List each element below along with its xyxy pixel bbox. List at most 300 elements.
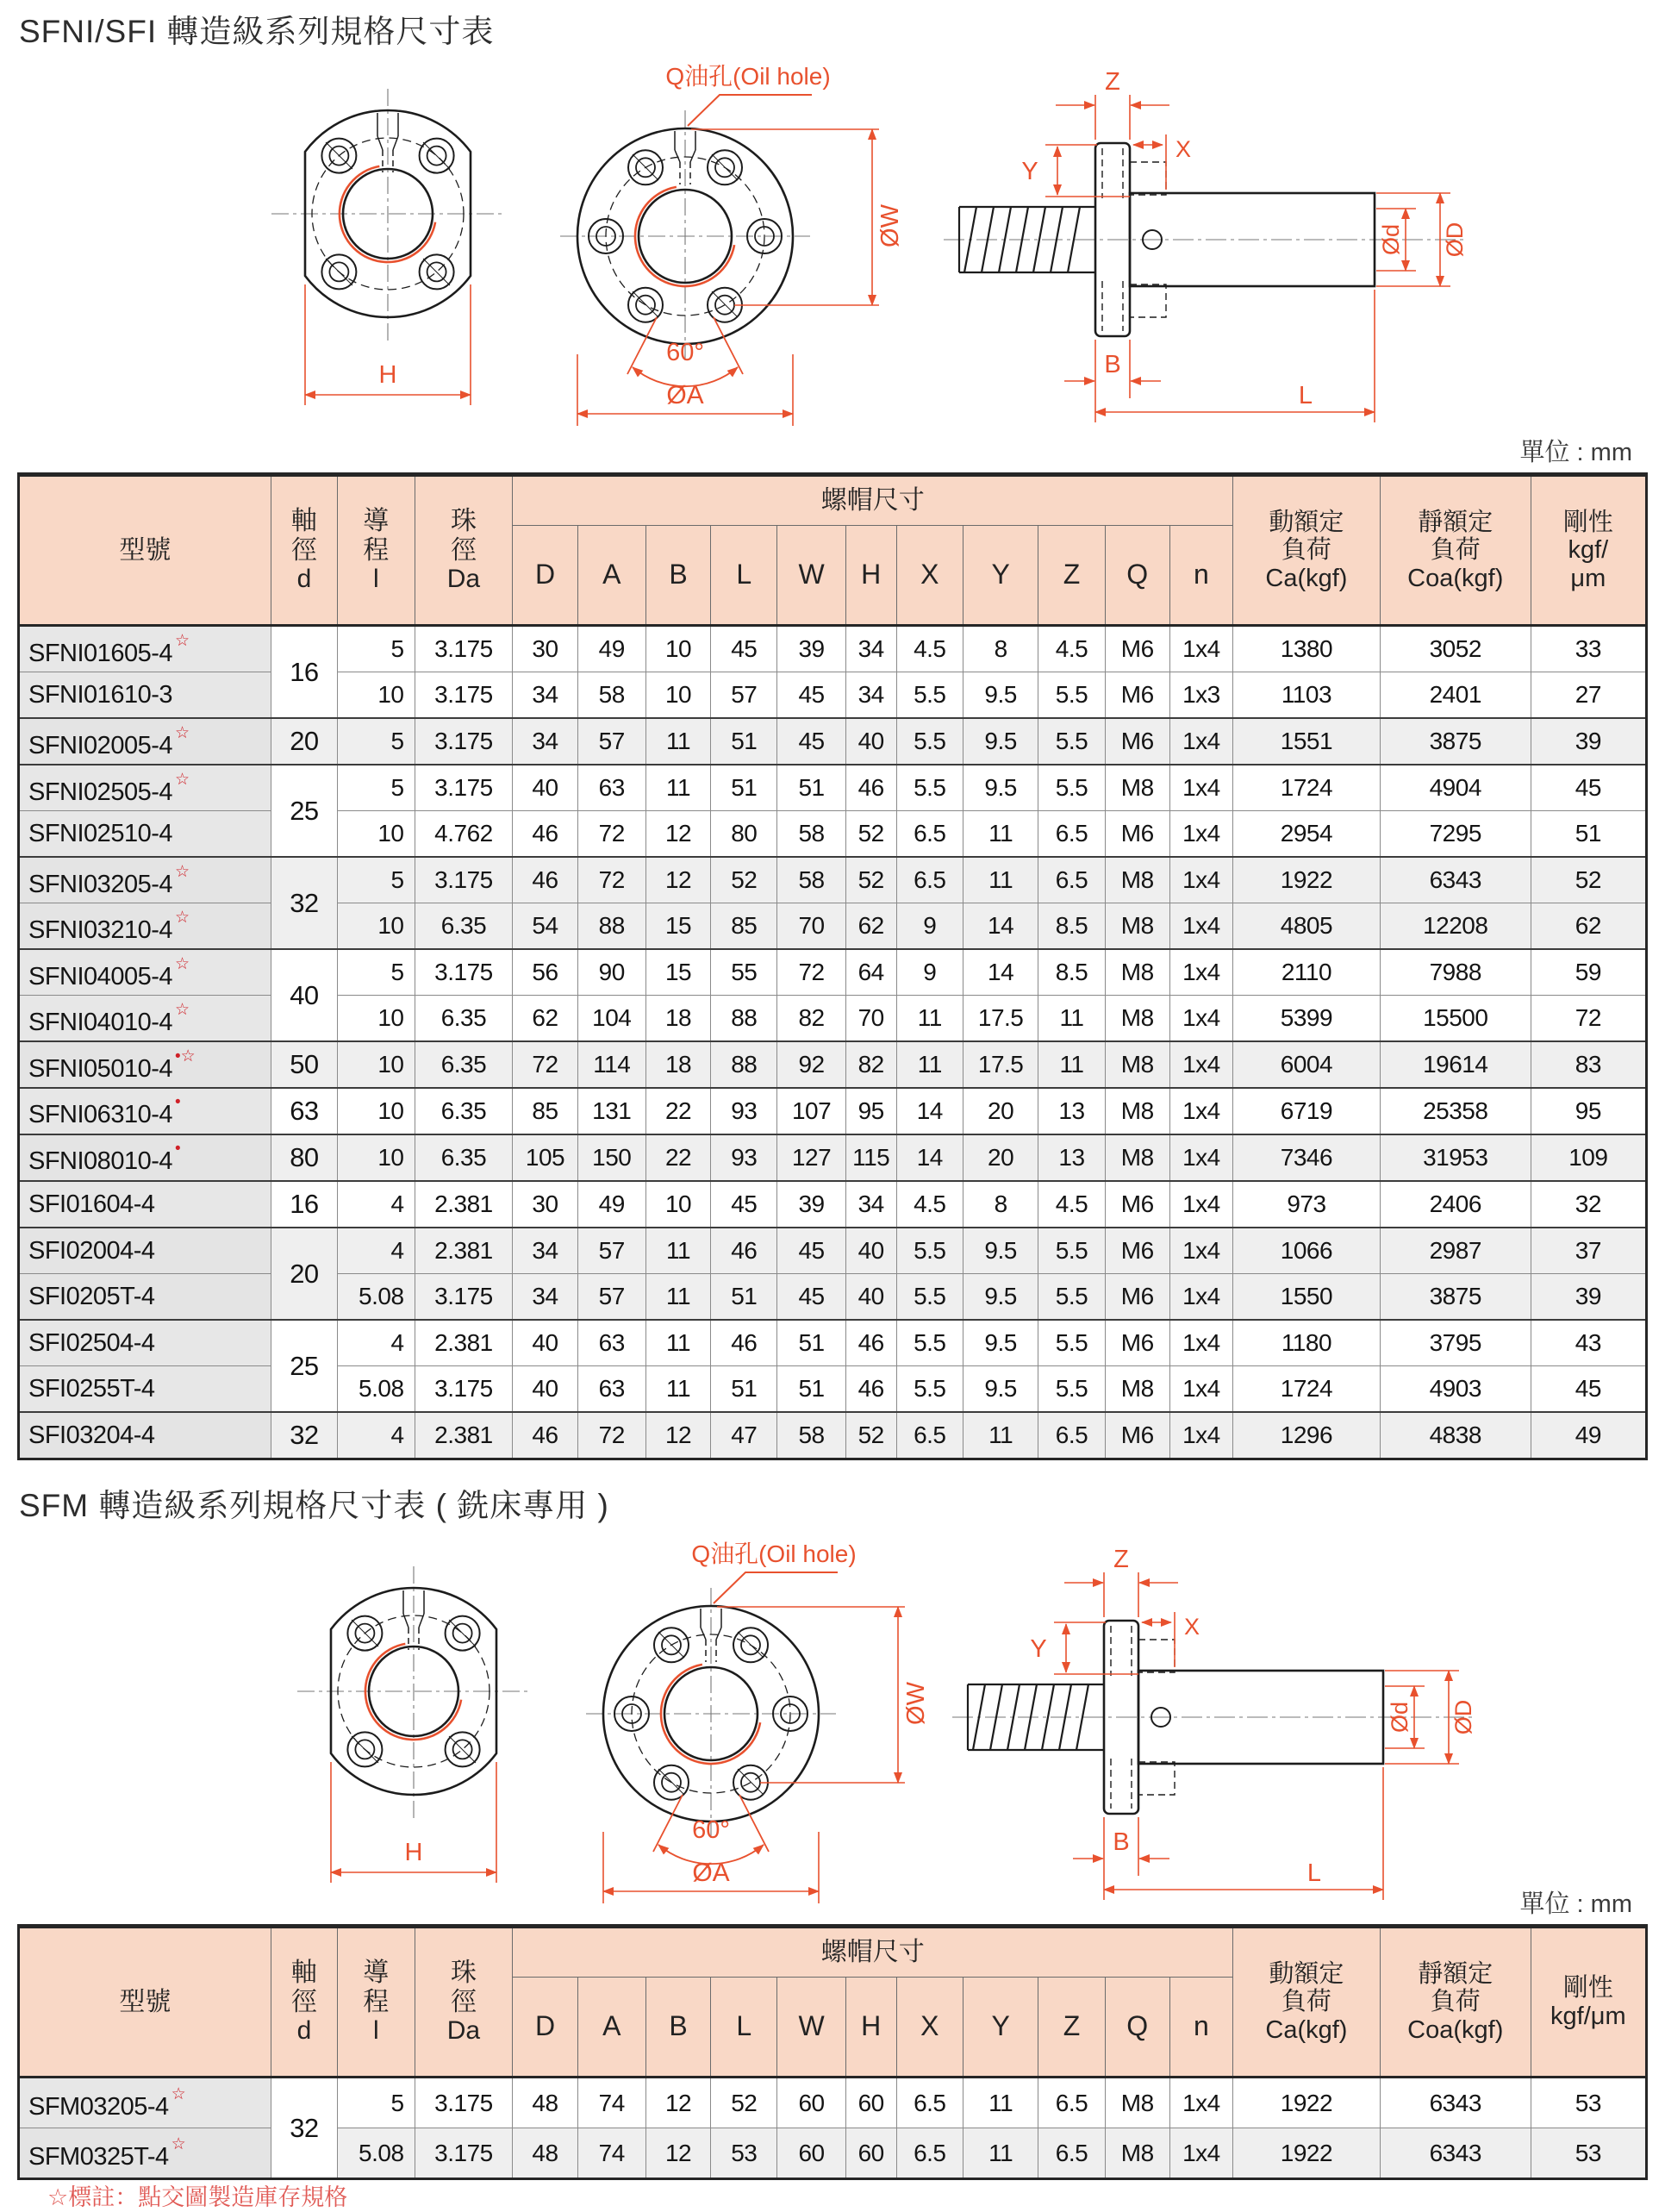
model-number: SFNI01605-4 — [28, 639, 172, 667]
value-cell: 109 — [1531, 1134, 1646, 1181]
value-cell: 2.381 — [415, 1412, 513, 1459]
col-header-A: A — [577, 1978, 645, 2078]
table-row — [19, 626, 1647, 672]
value-cell: 15 — [645, 949, 710, 996]
oil-hole-leader — [688, 95, 812, 126]
centerlines — [297, 1566, 530, 1819]
model-cell — [19, 903, 271, 950]
value-cell: 52 — [845, 857, 896, 903]
value-cell: 49 — [577, 626, 645, 672]
value-cell: 7988 — [1380, 949, 1531, 996]
centerlines — [586, 1588, 836, 1838]
dim-label-ow: ØW — [902, 1682, 930, 1725]
value-cell: 63 — [577, 765, 645, 811]
value-cell: 2987 — [1380, 1228, 1531, 1274]
value-cell: 49 — [577, 1181, 645, 1228]
side-view — [935, 1538, 1487, 1917]
value-cell: 4.5 — [1038, 626, 1105, 672]
value-cell: 74 — [577, 2078, 645, 2128]
value-cell: 83 — [1531, 1041, 1646, 1088]
col-header-n: n — [1169, 1978, 1232, 2078]
value-cell: 12 — [645, 857, 710, 903]
section2-drawings — [0, 1476, 1665, 1915]
y-dimension — [1045, 145, 1130, 197]
col-header-H: H — [845, 1978, 896, 2078]
value-cell: 19614 — [1380, 1041, 1531, 1088]
dim-label-oa: ØA — [692, 1859, 730, 1887]
value-cell: 45 — [1531, 1366, 1646, 1413]
value-cell: 4.5 — [896, 626, 963, 672]
value-cell: 3.175 — [415, 857, 513, 903]
value-cell: 63 — [577, 1366, 645, 1413]
value-cell: 3.175 — [415, 2128, 513, 2179]
col-header-L: L — [711, 526, 777, 626]
value-cell: 56 — [513, 949, 577, 996]
value-cell: 8.5 — [1038, 903, 1105, 950]
value-cell: 1922 — [1233, 2078, 1381, 2128]
value-cell: 1x4 — [1169, 626, 1232, 672]
lead-cell: 10 — [338, 811, 415, 858]
value-cell: 6.5 — [1038, 2128, 1105, 2179]
value-cell: 46 — [513, 857, 577, 903]
shaft-dia-cell: 50 — [271, 1041, 337, 1088]
value-cell: 8 — [963, 1181, 1038, 1228]
value-cell: 4.762 — [415, 811, 513, 858]
value-cell: 1x4 — [1169, 1134, 1232, 1181]
col-header-Z: Z — [1038, 526, 1105, 626]
value-cell: 88 — [711, 996, 777, 1042]
value-cell: M6 — [1105, 718, 1169, 765]
value-cell: M6 — [1105, 1274, 1169, 1321]
value-cell: 22 — [645, 1088, 710, 1134]
z-dimension — [1056, 95, 1169, 140]
value-cell: M8 — [1105, 2128, 1169, 2179]
header-row-group — [19, 475, 1647, 526]
value-cell: 40 — [513, 1320, 577, 1366]
value-cell: 104 — [577, 996, 645, 1042]
value-cell: 9.5 — [963, 1274, 1038, 1321]
shaft-dia-cell: 16 — [271, 1181, 337, 1228]
value-cell: 46 — [513, 811, 577, 858]
model-cell — [19, 2128, 271, 2179]
value-cell: 8 — [963, 626, 1038, 672]
value-cell: 11 — [963, 811, 1038, 858]
value-cell: 10 — [645, 672, 710, 719]
model-cell — [19, 996, 271, 1042]
value-cell: 18 — [645, 1041, 710, 1088]
value-cell: 3.175 — [415, 949, 513, 996]
dim-label-ow: ØW — [876, 204, 904, 247]
value-cell: 95 — [845, 1088, 896, 1134]
col-header-Q: Q — [1105, 526, 1169, 626]
value-cell: 93 — [711, 1088, 777, 1134]
lead-cell: 5.08 — [338, 1274, 415, 1321]
value-cell: 2406 — [1380, 1181, 1531, 1228]
value-cell: 45 — [711, 626, 777, 672]
value-cell: 6.5 — [1038, 811, 1105, 858]
front-view-flat-flange — [284, 1545, 543, 1915]
value-cell: 34 — [513, 1274, 577, 1321]
col-header-B: B — [645, 526, 710, 626]
value-cell: 62 — [1531, 903, 1646, 950]
col-header-ball-dia: 珠 徑 Da — [415, 475, 513, 626]
value-cell: 34 — [845, 672, 896, 719]
unit-label: 單位 : mm — [1519, 1890, 1632, 1918]
value-cell: 1922 — [1233, 857, 1381, 903]
value-cell: 1x4 — [1169, 1274, 1232, 1321]
value-cell: 45 — [777, 672, 845, 719]
dim-label-od-small: Ød — [1378, 223, 1404, 256]
value-cell: 72 — [577, 1412, 645, 1459]
value-cell: 64 — [845, 949, 896, 996]
value-cell: 6.5 — [896, 1412, 963, 1459]
value-cell: 11 — [963, 2078, 1038, 2128]
value-cell: 1x4 — [1169, 1228, 1232, 1274]
value-cell: M8 — [1105, 903, 1169, 950]
col-header-static-load: 靜額定 負荷 Coa(kgf) — [1380, 475, 1531, 626]
model-number: SFNI06310-4 — [28, 1101, 172, 1128]
stock-mark: ☆ — [171, 2135, 186, 2153]
value-cell: 4838 — [1380, 1412, 1531, 1459]
stock-mark: ☆ — [175, 862, 190, 881]
col-header-static-load: 靜額定 負荷 Coa(kgf) — [1380, 1927, 1531, 2078]
model-number: SFNI04010-4 — [28, 1008, 172, 1036]
value-cell: 3.175 — [415, 1274, 513, 1321]
value-cell: 1724 — [1233, 765, 1381, 811]
col-header-W: W — [777, 1978, 845, 2078]
value-cell: 1180 — [1233, 1320, 1381, 1366]
value-cell: 5.5 — [896, 1366, 963, 1413]
table-row — [19, 1134, 1647, 1181]
shaft-dia-cell: 20 — [271, 1228, 337, 1320]
value-cell: 5.5 — [896, 1228, 963, 1274]
value-cell: 34 — [513, 672, 577, 719]
value-cell: 115 — [845, 1134, 896, 1181]
lead-cell: 10 — [338, 1088, 415, 1134]
value-cell: 131 — [577, 1088, 645, 1134]
value-cell: 39 — [1531, 718, 1646, 765]
model-number: SFNI01610-3 — [28, 680, 172, 709]
oil-hole-leader — [714, 1572, 838, 1603]
col-header-stiffness: 剛性 kgf/μm — [1531, 1927, 1646, 2078]
col-header-D: D — [513, 1978, 577, 2078]
value-cell: 10 — [645, 1181, 710, 1228]
value-cell: 72 — [577, 857, 645, 903]
y-dimension — [1054, 1622, 1138, 1674]
value-cell: 52 — [711, 857, 777, 903]
oil-hole-label: Q油孔(Oil hole) — [665, 63, 831, 90]
lead-cell: 4 — [338, 1412, 415, 1459]
value-cell: 6.35 — [415, 1041, 513, 1088]
col-header-stiffness: 剛性 kgf/ μm — [1531, 475, 1646, 626]
model-cell — [19, 2078, 271, 2128]
lead-cell: 10 — [338, 1041, 415, 1088]
value-cell: 1x4 — [1169, 996, 1232, 1042]
value-cell: 62 — [845, 903, 896, 950]
table-row — [19, 1412, 1647, 1459]
value-cell: 5.5 — [896, 1320, 963, 1366]
value-cell: 12 — [645, 2128, 710, 2179]
value-cell: 1x4 — [1169, 857, 1232, 903]
lead-cell: 5 — [338, 765, 415, 811]
stock-mark: ☆ — [175, 954, 190, 973]
l-dimension — [1095, 290, 1375, 422]
value-cell: 51 — [777, 765, 845, 811]
model-cell — [19, 1088, 271, 1134]
value-cell: M6 — [1105, 626, 1169, 672]
value-cell: 40 — [845, 718, 896, 765]
value-cell: 6719 — [1233, 1088, 1381, 1134]
lead-cell: 10 — [338, 672, 415, 719]
model-cell — [19, 718, 271, 765]
model-cell — [19, 672, 271, 719]
table-row — [19, 903, 1647, 950]
model-cell — [19, 949, 271, 996]
value-cell: M6 — [1105, 1228, 1169, 1274]
value-cell: 12208 — [1380, 903, 1531, 950]
col-header-H: H — [845, 526, 896, 626]
value-cell: 6.5 — [896, 2078, 963, 2128]
value-cell: 6.5 — [896, 2128, 963, 2179]
model-cell — [19, 1412, 271, 1459]
value-cell: 57 — [711, 672, 777, 719]
unit-label: 單位 : mm — [1519, 439, 1632, 466]
model-cell — [19, 1134, 271, 1181]
table-row — [19, 718, 1647, 765]
value-cell: M8 — [1105, 996, 1169, 1042]
value-cell: 1x4 — [1169, 718, 1232, 765]
shaft-dia-cell: 32 — [271, 857, 337, 949]
value-cell: 6.35 — [415, 903, 513, 950]
value-cell: 30 — [513, 1181, 577, 1228]
stock-mark: • — [175, 1140, 181, 1158]
value-cell: 55 — [711, 949, 777, 996]
model-cell — [19, 1228, 271, 1274]
value-cell: 11 — [645, 718, 710, 765]
value-cell: 11 — [963, 1412, 1038, 1459]
value-cell: 1x4 — [1169, 2128, 1232, 2179]
value-cell: 45 — [777, 1228, 845, 1274]
value-cell: 4.5 — [1038, 1181, 1105, 1228]
dim-label-x: X — [1183, 1614, 1200, 1640]
value-cell: 33 — [1531, 626, 1646, 672]
col-header-model: 型號 — [19, 1927, 271, 2078]
shaft-dia-cell: 32 — [271, 2078, 337, 2179]
value-cell: 5.5 — [1038, 1320, 1105, 1366]
table-row — [19, 1228, 1647, 1274]
value-cell: M6 — [1105, 811, 1169, 858]
value-cell: 1x4 — [1169, 765, 1232, 811]
value-cell: 17.5 — [963, 1041, 1038, 1088]
table-row — [19, 1274, 1647, 1321]
value-cell: 4.5 — [896, 1181, 963, 1228]
value-cell: 1x4 — [1169, 1412, 1232, 1459]
value-cell: 9.5 — [963, 1320, 1038, 1366]
footnote: ☆標註：點交圖製造庫存規格 — [47, 2184, 348, 2210]
dim-label-y: Y — [1030, 1635, 1047, 1663]
value-cell: 5.5 — [896, 765, 963, 811]
value-cell: 1x4 — [1169, 949, 1232, 996]
value-cell: 18 — [645, 996, 710, 1042]
table-row — [19, 765, 1647, 811]
value-cell: 92 — [777, 1041, 845, 1088]
value-cell: 72 — [513, 1041, 577, 1088]
model-number: SFNI04005-4 — [28, 962, 172, 990]
value-cell: 6.5 — [896, 857, 963, 903]
value-cell: 7346 — [1233, 1134, 1381, 1181]
value-cell: 88 — [577, 903, 645, 950]
value-cell: 46 — [513, 1412, 577, 1459]
value-cell: 60 — [777, 2128, 845, 2179]
value-cell: 53 — [711, 2128, 777, 2179]
model-cell — [19, 1366, 271, 1413]
value-cell: 6.5 — [1038, 857, 1105, 903]
value-cell: 58 — [577, 672, 645, 719]
value-cell: M8 — [1105, 1088, 1169, 1134]
value-cell: 48 — [513, 2078, 577, 2128]
value-cell: 3.175 — [415, 2078, 513, 2128]
dim-label-od-big: ØD — [1442, 222, 1468, 258]
model-number: SFI0205T-4 — [28, 1282, 155, 1310]
value-cell: 4904 — [1380, 765, 1531, 811]
value-cell: 11 — [1038, 996, 1105, 1042]
value-cell: 49 — [1531, 1412, 1646, 1459]
value-cell: 34 — [513, 1228, 577, 1274]
stock-mark: ☆ — [175, 908, 190, 927]
value-cell: 7295 — [1380, 811, 1531, 858]
table-row — [19, 672, 1647, 719]
value-cell: M6 — [1105, 1181, 1169, 1228]
value-cell: 9 — [896, 949, 963, 996]
model-cell — [19, 626, 271, 672]
col-header-Y: Y — [963, 1978, 1038, 2078]
value-cell: 105 — [513, 1134, 577, 1181]
lead-cell: 5 — [338, 857, 415, 903]
value-cell: 1x4 — [1169, 811, 1232, 858]
value-cell: 2110 — [1233, 949, 1381, 996]
value-cell: 1x4 — [1169, 1366, 1232, 1413]
value-cell: M8 — [1105, 949, 1169, 996]
value-cell: 51 — [777, 1320, 845, 1366]
model-number: SFI0255T-4 — [28, 1374, 155, 1403]
value-cell: 8.5 — [1038, 949, 1105, 996]
value-cell: 12 — [645, 811, 710, 858]
value-cell: 47 — [711, 1412, 777, 1459]
value-cell: M8 — [1105, 1041, 1169, 1088]
value-cell: 54 — [513, 903, 577, 950]
value-cell: 46 — [711, 1320, 777, 1366]
dim-label-oa: ØA — [666, 381, 704, 409]
value-cell: 60 — [777, 2078, 845, 2128]
value-cell: 11 — [1038, 1041, 1105, 1088]
value-cell: 72 — [777, 949, 845, 996]
value-cell: 34 — [845, 626, 896, 672]
shaft-dia-cell: 32 — [271, 1412, 337, 1459]
value-cell: 88 — [711, 1041, 777, 1088]
value-cell: 2.381 — [415, 1228, 513, 1274]
value-cell: 20 — [963, 1088, 1038, 1134]
value-cell: 63 — [577, 1320, 645, 1366]
value-cell: 1296 — [1233, 1412, 1381, 1459]
value-cell: 1x4 — [1169, 1181, 1232, 1228]
value-cell: 46 — [845, 1320, 896, 1366]
z-dimension — [1064, 1572, 1178, 1617]
value-cell: 6343 — [1380, 2128, 1531, 2179]
value-cell: 85 — [711, 903, 777, 950]
value-cell: 95 — [1531, 1088, 1646, 1134]
model-cell — [19, 1320, 271, 1366]
lead-cell: 5 — [338, 718, 415, 765]
sfni-sfi-spec-table — [17, 472, 1648, 1460]
value-cell: 9 — [896, 903, 963, 950]
model-number: SFNI02005-4 — [28, 731, 172, 759]
value-cell: 46 — [845, 765, 896, 811]
dim-label-60: 60° — [692, 1816, 730, 1844]
value-cell: 150 — [577, 1134, 645, 1181]
model-number: SFI02504-4 — [28, 1328, 155, 1357]
value-cell: 39 — [777, 626, 845, 672]
dim-label-l: L — [1306, 1859, 1322, 1887]
model-number: SFNI05010-4 — [28, 1054, 172, 1083]
value-cell: 25358 — [1380, 1088, 1531, 1134]
value-cell: 48 — [513, 2128, 577, 2179]
model-number: SFNI02505-4 — [28, 778, 172, 806]
value-cell: 39 — [777, 1181, 845, 1228]
value-cell: 3875 — [1380, 718, 1531, 765]
model-number: SFM0325T-4 — [28, 2143, 169, 2171]
value-cell: 51 — [777, 1366, 845, 1413]
centerlines — [560, 110, 810, 360]
value-cell: 39 — [1531, 1274, 1646, 1321]
nut-body — [1095, 143, 1375, 336]
value-cell: 4805 — [1233, 903, 1381, 950]
value-cell: 12 — [645, 1412, 710, 1459]
col-header-X: X — [896, 1978, 963, 2078]
value-cell: 51 — [711, 718, 777, 765]
shaft-dia-cell: 63 — [271, 1088, 337, 1134]
sfm-spec-table — [17, 1924, 1648, 2180]
nut-body — [1104, 1621, 1383, 1814]
stock-mark: ☆ — [171, 2085, 186, 2103]
value-cell: 40 — [513, 1366, 577, 1413]
value-cell: M8 — [1105, 1366, 1169, 1413]
model-number: SFNI03210-4 — [28, 915, 172, 944]
value-cell: 2401 — [1380, 672, 1531, 719]
col-header-Z: Z — [1038, 1978, 1105, 2078]
stock-mark: •☆ — [175, 1047, 196, 1065]
value-cell: M8 — [1105, 857, 1169, 903]
value-cell: 1x4 — [1169, 1041, 1232, 1088]
value-cell: 6.5 — [896, 811, 963, 858]
col-header-nut-dims: 螺帽尺寸 — [513, 1927, 1233, 1978]
value-cell: 3875 — [1380, 1274, 1531, 1321]
value-cell: 40 — [845, 1228, 896, 1274]
lead-cell: 4 — [338, 1228, 415, 1274]
value-cell: 127 — [777, 1134, 845, 1181]
value-cell: 58 — [777, 811, 845, 858]
value-cell: 22 — [645, 1134, 710, 1181]
col-header-Q: Q — [1105, 1978, 1169, 2078]
value-cell: 57 — [577, 1228, 645, 1274]
model-number: SFNI03205-4 — [28, 870, 172, 898]
lead-cell: 10 — [338, 903, 415, 950]
value-cell: 40 — [513, 765, 577, 811]
value-cell: 14 — [963, 903, 1038, 950]
value-cell: 9.5 — [963, 765, 1038, 811]
col-header-shaft-dia: 軸 徑 d — [271, 475, 337, 626]
lead-cell: 5.08 — [338, 1366, 415, 1413]
value-cell: 37 — [1531, 1228, 1646, 1274]
